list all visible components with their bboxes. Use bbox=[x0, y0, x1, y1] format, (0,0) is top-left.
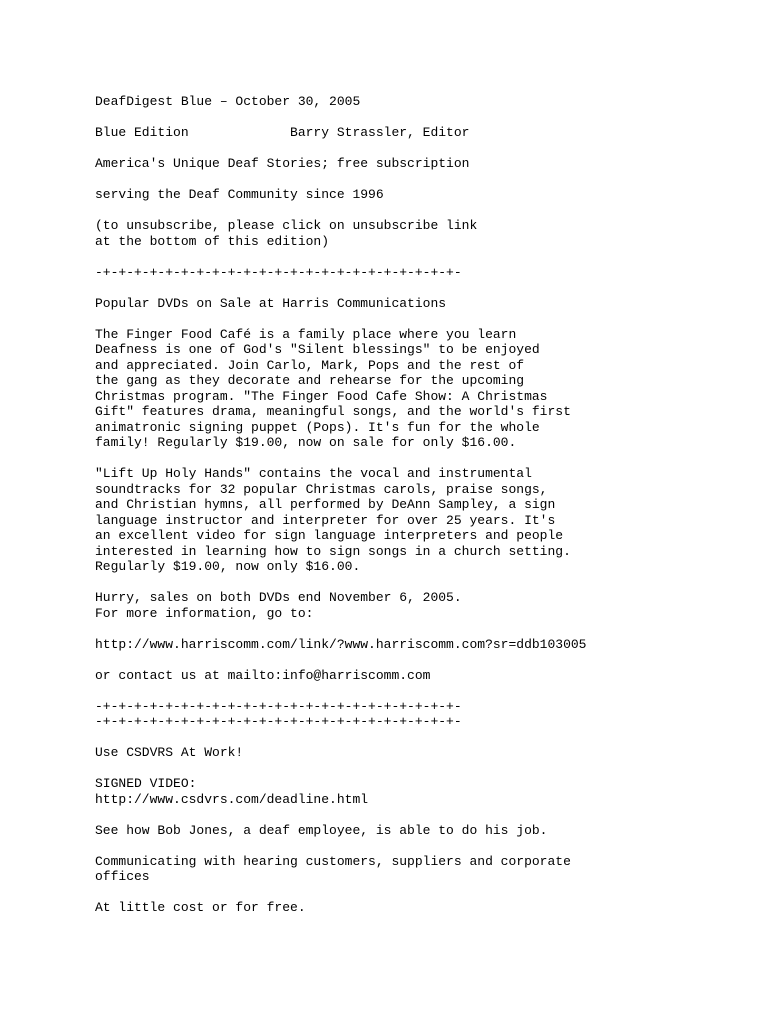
paragraph-line: the gang as they decorate and rehearse for the upcoming bbox=[95, 373, 525, 388]
spacer bbox=[95, 730, 755, 746]
csdvrs-link[interactable]: http://www.csdvrs.com/deadline.html bbox=[95, 791, 369, 807]
spacer bbox=[95, 249, 755, 265]
spacer bbox=[95, 311, 755, 327]
spacer bbox=[95, 280, 755, 296]
more-info-note: For more information, go to: bbox=[95, 605, 314, 621]
separator: -+-+-+-+-+-+-+-+-+-+-+-+-+-+-+-+-+-+-+-+-+-+-+- bbox=[95, 714, 462, 729]
spacer bbox=[95, 807, 755, 823]
separator: -+-+-+-+-+-+-+-+-+-+-+-+-+-+-+-+-+-+-+-+-+-+-+- bbox=[95, 264, 462, 280]
separator: -+-+-+-+-+-+-+-+-+-+-+-+-+-+-+-+-+-+-+-+-+-+-+- bbox=[95, 698, 462, 714]
paragraph-line: offices bbox=[95, 869, 150, 884]
paragraph-line: Deafness is one of God's "Silent blessings" to be enjoyed bbox=[95, 342, 540, 357]
unsubscribe-note-line-1: (to unsubscribe, please click on unsubscribe link bbox=[95, 218, 478, 233]
paragraph-line: family! Regularly $19.00, now on sale for only $16.00. bbox=[95, 435, 517, 450]
paragraph-line: soundtracks for 32 popular Christmas carols, praise songs, bbox=[95, 481, 548, 497]
spacer bbox=[95, 110, 755, 126]
paragraph-line: interested in learning how to sign songs in a church setting. bbox=[95, 543, 571, 559]
spacer bbox=[95, 141, 755, 157]
paragraph-line: and appreciated. Join Carlo, Mark, Pops and the rest of bbox=[95, 357, 525, 373]
paragraph-line: and Christian hymns, all performed by DeAnn Sampley, a sign bbox=[95, 497, 556, 512]
edition-editor-line: Blue Edition Barry Strassler, Editor bbox=[95, 125, 470, 140]
paragraph-line: See how Bob Jones, a deaf employee, is able to do his job. bbox=[95, 822, 548, 838]
paragraph-line: Regularly $19.00, now only $16.00. bbox=[95, 559, 361, 574]
paragraph-line: language instructor and interpreter for over 25 years. It's bbox=[95, 512, 556, 528]
since-line: serving the Deaf Community since 1996 bbox=[95, 187, 384, 202]
spacer bbox=[95, 621, 755, 637]
paragraph-line: an excellent video for sign language interpreters and people bbox=[95, 528, 564, 543]
paragraph-line: Gift" features drama, meaningful songs, and the world's first bbox=[95, 404, 571, 419]
spacer bbox=[95, 885, 755, 901]
harris-link[interactable]: http://www.harriscomm.com/link/?www.harriscomm.com?sr=ddb103005 bbox=[95, 636, 587, 652]
article-heading: Popular DVDs on Sale at Harris Communications bbox=[95, 295, 447, 311]
email-document bbox=[95, 94, 755, 916]
digest-title: DeafDigest Blue – October 30, 2005 bbox=[95, 94, 361, 109]
spacer bbox=[95, 761, 755, 777]
spacer bbox=[95, 838, 755, 854]
spacer bbox=[95, 203, 755, 219]
paragraph-line: The Finger Food Café is a family place where you learn bbox=[95, 326, 517, 342]
tagline: America's Unique Deaf Stories; free subscription bbox=[95, 156, 470, 171]
signed-video-label: SIGNED VIDEO: bbox=[95, 776, 197, 791]
spacer bbox=[95, 451, 755, 467]
spacer bbox=[95, 575, 755, 591]
spacer bbox=[95, 652, 755, 668]
contact-mailto-line[interactable]: or contact us at mailto:info@harriscomm.com bbox=[95, 667, 431, 683]
paragraph-line: Communicating with hearing customers, suppliers and corporate bbox=[95, 853, 571, 869]
spacer bbox=[95, 172, 755, 188]
paragraph-line: animatronic signing puppet (Pops). It's fun for the whole bbox=[95, 419, 540, 435]
unsubscribe-note-line-2: at the bottom of this edition) bbox=[95, 233, 330, 249]
sale-end-note: Hurry, sales on both DVDs end November 6, 2005. bbox=[95, 590, 462, 605]
paragraph-line: At little cost or for free. bbox=[95, 900, 306, 915]
article-heading: Use CSDVRS At Work! bbox=[95, 745, 244, 760]
paragraph-line: "Lift Up Holy Hands" contains the vocal and instrumental bbox=[95, 466, 532, 481]
paragraph-line: Christmas program. "The Finger Food Cafe Show: A Christmas bbox=[95, 388, 548, 404]
spacer bbox=[95, 683, 755, 699]
